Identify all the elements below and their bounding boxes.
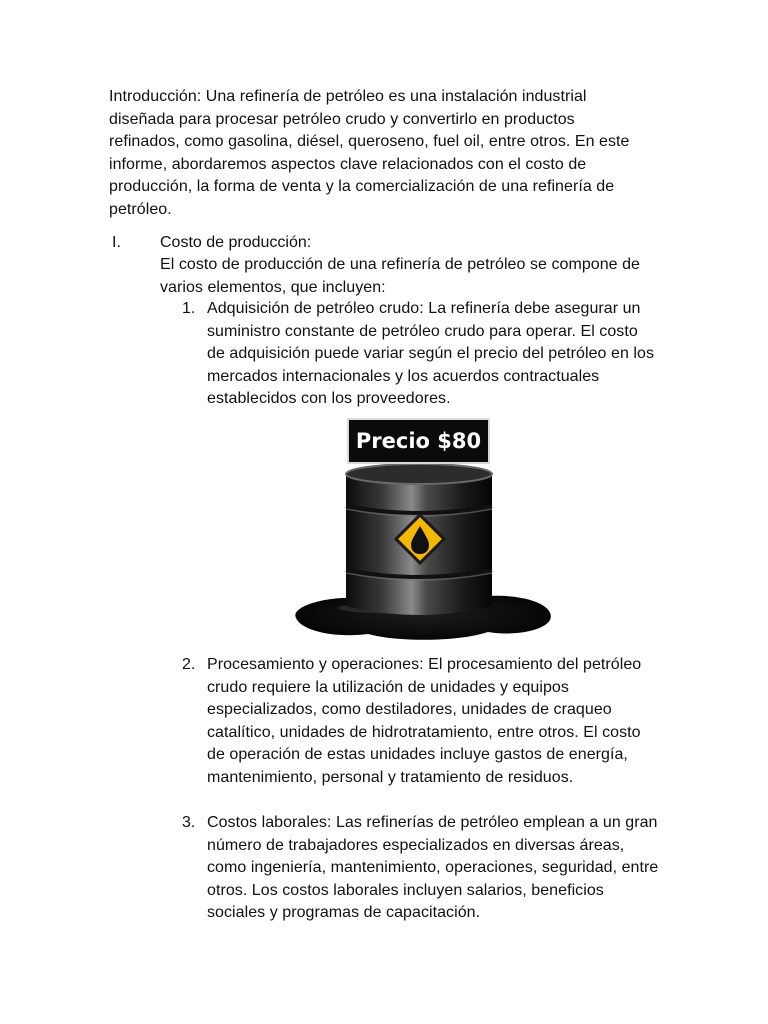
oil-barrel-figure — [288, 410, 558, 648]
list-item-number: 2. — [182, 656, 196, 673]
list-item-text: Costos laborales: Las refinerías de petróleo emplean a un gran número de trabajadores especializados en diversas áreas, como ingeniería, mantenimiento, operaciones, seguridad, entre otros. Los costos laborales incluyen salarios, beneficios sociales y programas de capacitación. — [207, 814, 659, 922]
list-item-text: Adquisición de petróleo crudo: La refinería debe asegurar un suministro constante de petróleo crudo para operar. El costo de adquisición puede variar según el precio del petróleo en los mercados internacionales y los acuerdos contractuales establecidos con los proveedores. — [207, 300, 655, 408]
list-item-text: Procesamiento y operaciones: El procesamiento del petróleo crudo requiere la utilización de unidades y equipos especializados, como destiladores, unidades de craqueo catalítico, unidades de hidrotratamiento, entre otros. El costo de operación de estas unidades incluye gastos de energía, mantenimiento, personal y tratamiento de residuos. — [207, 656, 642, 786]
section-body: El costo de producción de una refinería de petróleo se compone de varios elementos, que incluyen: — [160, 256, 641, 296]
intro-paragraph: Introducción: Una refinería de petróleo es una instalación industrial diseñada para procesar petróleo crudo y convertirlo en productos refinados, como gasolina, diésel, queroseno, fuel oil, entre otros. En este informe, abordaremos aspectos clave relacionados con el costo de producción, la forma de venta y la comercialización de una refinería de petróleo. — [109, 88, 630, 218]
list-item-number: 3. — [182, 814, 196, 831]
price-label: Precio $80 — [347, 418, 490, 464]
list-item-number: 1. — [182, 300, 196, 317]
section-title: Costo de producción: — [160, 234, 312, 251]
section-marker: I. — [112, 234, 121, 251]
